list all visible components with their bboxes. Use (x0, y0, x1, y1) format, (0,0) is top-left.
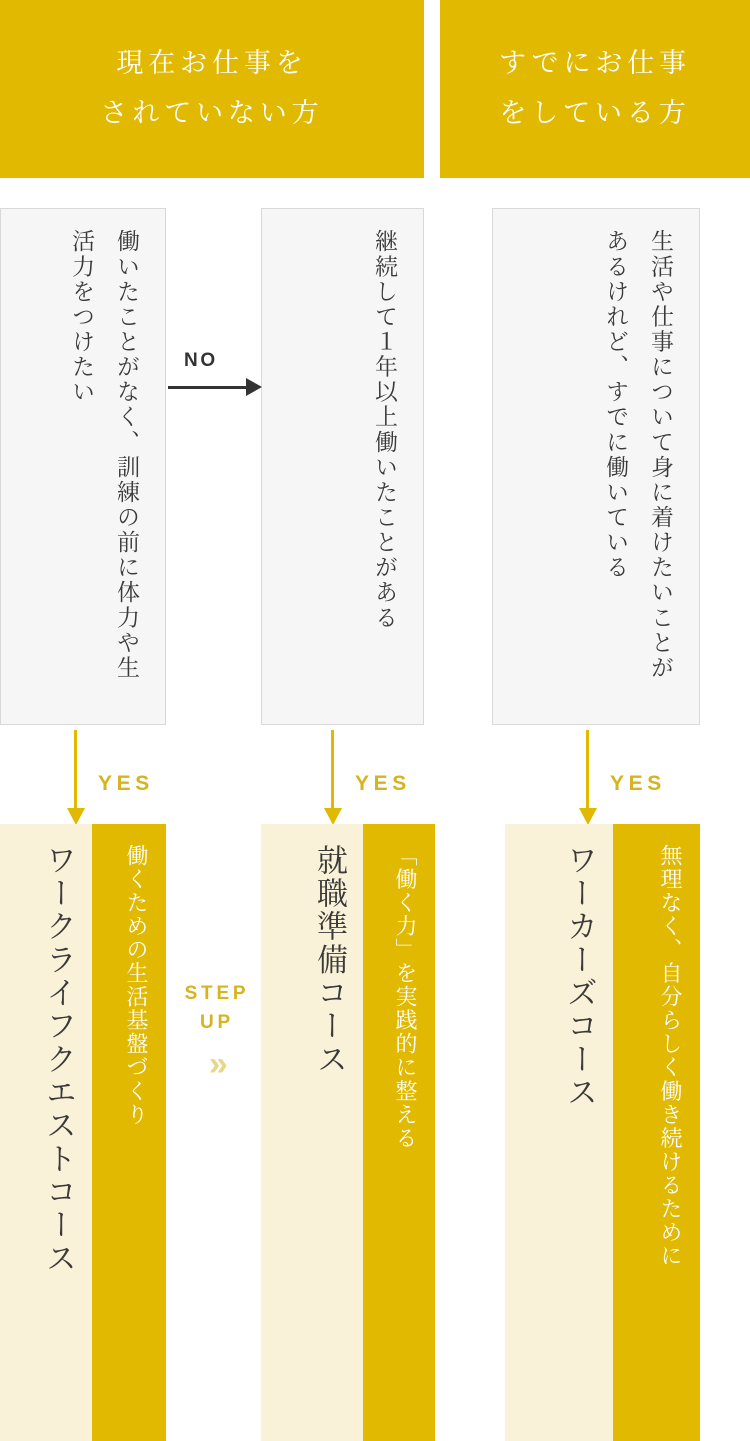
header-already-working-line1: すでにお仕事 (499, 48, 691, 79)
yes-label-2: YES (355, 772, 411, 795)
arrow-head-icon (67, 808, 85, 825)
course-desc-work-life-quest: 働くための生活基盤づくり (92, 824, 166, 1441)
arrow-shaft-icon (74, 730, 77, 810)
course-name-job-prep: 就職準備コース (261, 824, 363, 1441)
yes-label-3: YES (610, 772, 666, 795)
course-desc-job-prep: 「働く力」を実践的に整える (363, 824, 435, 1441)
header-already-working (440, 0, 750, 178)
arrow-head-icon (324, 808, 342, 825)
arrow-shaft-icon (331, 730, 334, 810)
double-chevron-right-icon: » (208, 1045, 226, 1083)
header-not-working (0, 0, 424, 178)
arrow-head-icon (579, 808, 597, 825)
course-name-work-life-quest: ワークライフクエストコース (0, 824, 92, 1441)
step-up-line1: STEP (184, 983, 250, 1004)
arrow-head-icon (246, 378, 262, 396)
yes-label-1: YES (98, 772, 154, 795)
question-box-currently-working: 生活や仕事について身に着けたいことがあるけれど、すでに働いている (492, 208, 700, 725)
course-name-workers: ワーカーズコース (505, 824, 613, 1441)
no-branch-arrow (168, 340, 262, 410)
course-desc-workers: 無理なく、自分らしく働き続けるために (613, 824, 700, 1441)
header-already-working-line2: をしている方 (499, 98, 691, 128)
question-box-one-year-experience: 継続して１年以上働いたことがある (261, 208, 424, 725)
question-box-no-work-experience: 働いたことがなく、訓練の前に体力や生活力をつけたい (0, 208, 166, 725)
arrow-shaft-icon (168, 386, 248, 389)
arrow-shaft-icon (586, 730, 589, 810)
yes-branch-arrow-2 (331, 730, 491, 830)
header-not-working-line1: 現在お仕事を (116, 48, 308, 79)
yes-branch-arrow-1 (74, 730, 234, 830)
step-up-line2: UP (200, 1011, 234, 1033)
header-not-working-line2: されていない方 (100, 98, 324, 128)
step-up-indicator (176, 980, 258, 1081)
yes-branch-arrow-3 (586, 730, 746, 830)
no-label: NO (184, 350, 218, 371)
